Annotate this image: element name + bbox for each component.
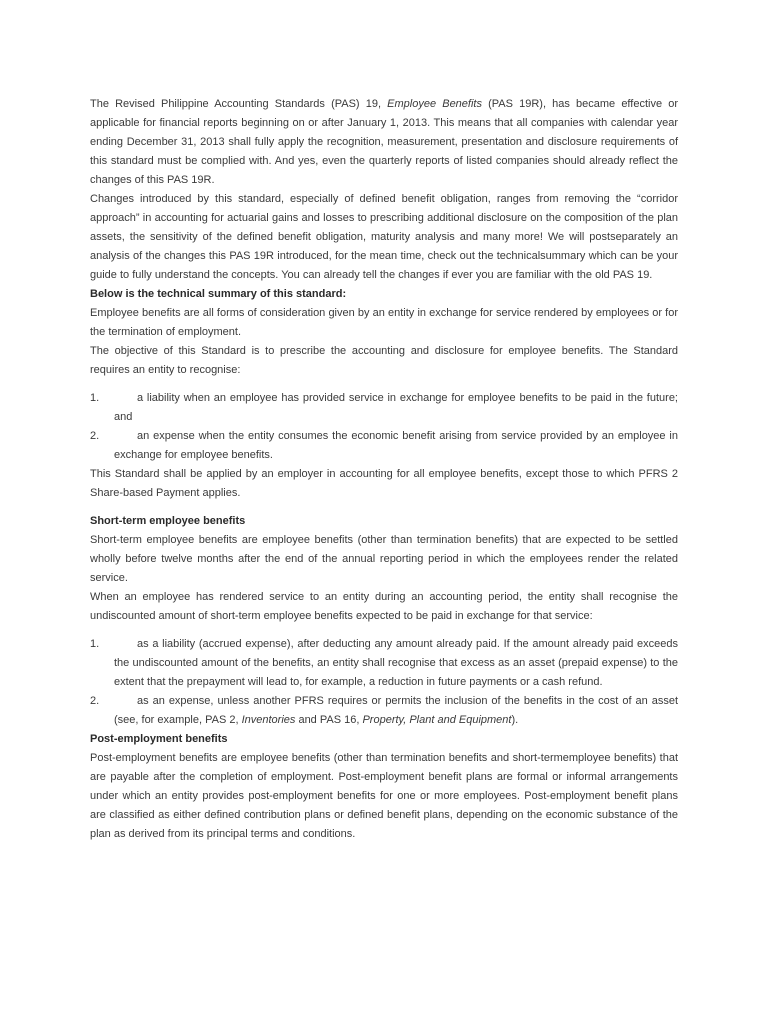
reference-title: Property, Plant and Equipment (362, 714, 512, 726)
list-item (90, 692, 678, 730)
reference-title: Inventories (241, 714, 296, 726)
intro-text-cont: (PAS 19R), has became effective or applicable for financial reports beginning on or after January 1, 2013. This means that all companies with calendar year ending December 31, 2013 shall fully apply the recognition, measurement, presentation and disclosure requirements of this standard must be complied with. And yes, even the quarterly reports of listed companies should already reflect the changes of this PAS 19R. (90, 98, 679, 186)
short-term-paragraph-2: When an employee has rendered service to an entity during an accounting period, the entity shall recognise the undiscounted amount of short-term employee benefits expected to be paid in exchange for that service: (90, 591, 678, 622)
intro-paragraph-1 (90, 95, 678, 190)
list-item (90, 635, 678, 692)
short-term-heading: Short-term employee benefits (90, 515, 246, 527)
post-employment-heading: Post-employment benefits (90, 733, 228, 745)
short-term-paragraph-1: Short-term employee benefits are employee benefits (other than termination benefits) that are expected to be settled wholly before twelve months after the end of the annual reporting period in which the employees render the related service. (90, 534, 678, 584)
list-item-text (114, 692, 678, 730)
intro-text: The Revised Philippine Accounting Standards (PAS) 19, (90, 98, 388, 110)
summary-paragraph-1: Employee benefits are all forms of consideration given by an entity in exchange for service rendered by employees or for the termination of employment. (90, 307, 678, 338)
list-item-text-part: ). (511, 714, 519, 726)
recognition-list (90, 389, 678, 465)
list-item (90, 427, 678, 465)
list-item-text: a liability when an employee has provided service in exchange for employee benefits to be paid in the future; and (114, 392, 678, 423)
list-item-number: 2. (90, 695, 100, 707)
list-item-text: an expense when the entity consumes the economic benefit arising from service provided by an employee in exchange for employee benefits. (114, 430, 678, 461)
summary-paragraph-2: The objective of this Standard is to prescribe the accounting and disclosure for employee benefits. The Standard requires an entity to recognise: (90, 345, 678, 376)
summary-heading: Below is the technical summary of this standard: (90, 288, 347, 300)
list-item-text-part: as an expense, unless another PFRS requires or permits the inclusion of the benefits in the cost of an asset (see, for example, PAS 2, (114, 695, 678, 726)
standard-title: Employee Benefits (387, 98, 482, 110)
list-item-number: 1. (90, 638, 100, 650)
short-term-list (90, 635, 678, 730)
list-item-number: 2. (90, 430, 100, 442)
summary-paragraph-3: This Standard shall be applied by an employer in accounting for all employee benefits, except those to which PFRS 2 Share-based Payment applies. (90, 468, 678, 499)
post-employment-paragraph-1: Post-employment benefits are employee benefits (other than termination benefits and short-termemployee benefits) that are payable after the completion of employment. Post-employment benefit plans are formal or informal arrangements under which an entity provides post-employment benefits for one or more employees. Post-employment benefit plans are classified as either defined contribution plans or defined benefit plans, depending on the economic substance of the plan as derived from its principal terms and conditions. (90, 752, 678, 840)
list-item-text: as a liability (accrued expense), after deducting any amount already paid. If the amount already paid exceeds the undiscounted amount of the benefits, an entity shall recognise that excess as an asset (prepaid expense) to the extent that the prepayment will lead to, for example, a reduction in future payments or a cash refund. (114, 638, 678, 688)
list-item-number: 1. (90, 392, 100, 404)
list-item-text-part: and PAS 16, (295, 714, 363, 726)
intro-paragraph-2: Changes introduced by this standard, especially of defined benefit obligation, ranges from removing the “corridor approach” in accounting for actuarial gains and losses to prescribing additional disclosure on the composition of the plan assets, the sensitivity of the defined benefit obligation, maturity analysis and many more! We will postseparately an analysis of the changes this PAS 19R introduced, for the mean time, check out the technicalsummary which can be your guide to fully understand the concepts. You can already tell the changes if ever you are familiar with the old PAS 19. (90, 193, 678, 281)
list-item (90, 389, 678, 427)
